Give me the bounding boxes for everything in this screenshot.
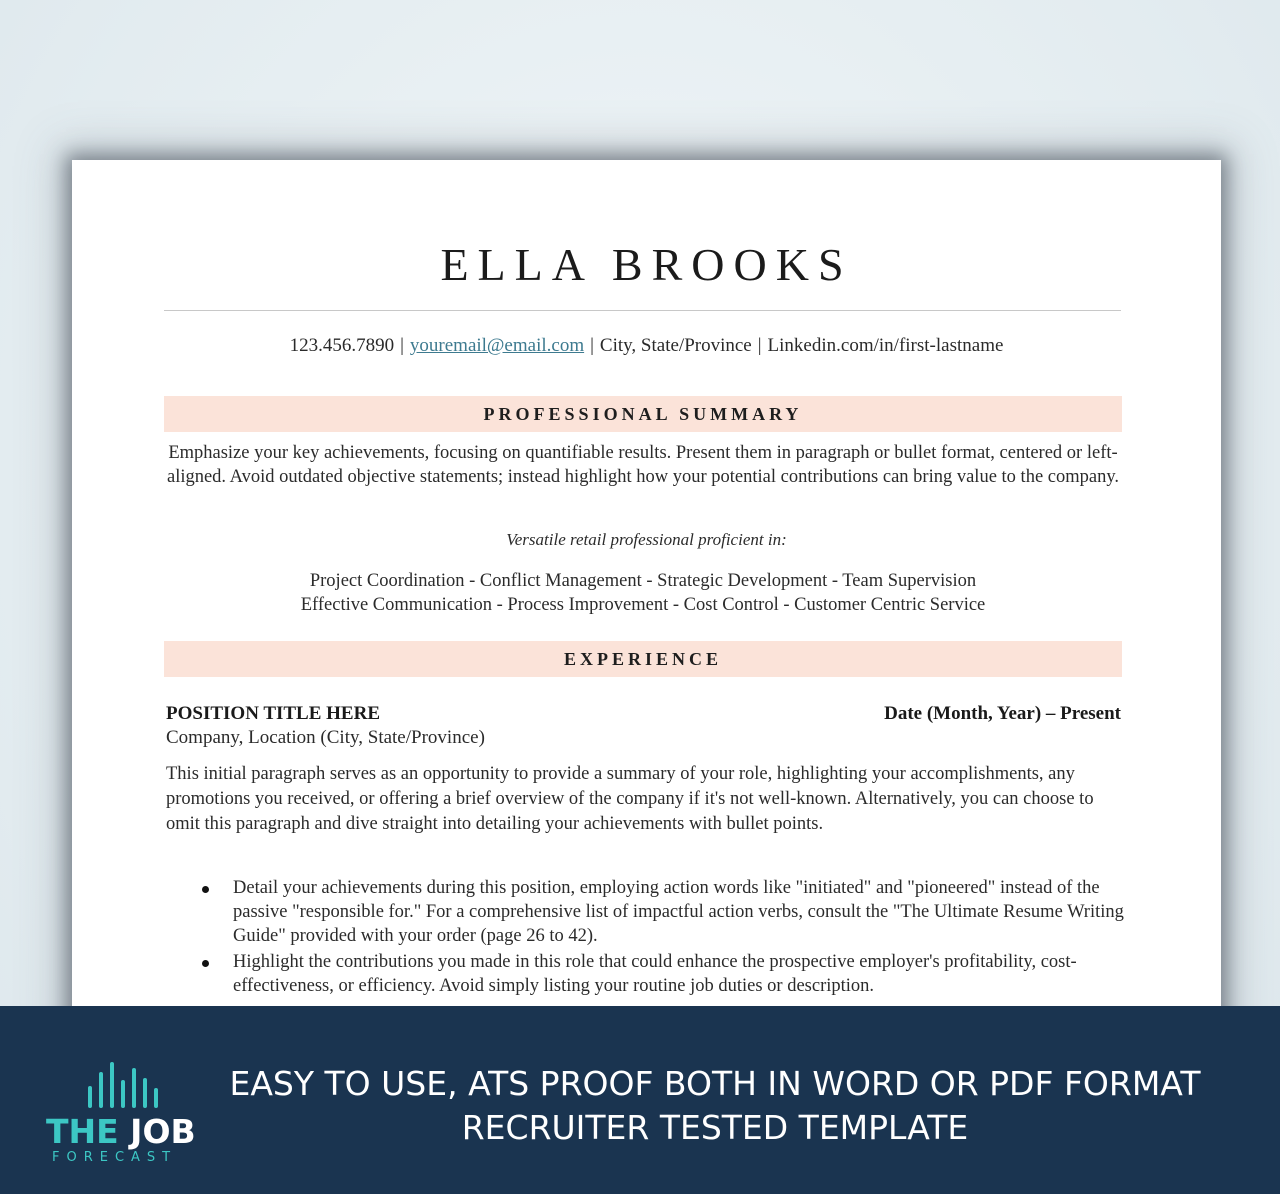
separator: |: [757, 335, 762, 356]
position-title: POSITION TITLE HERE: [166, 703, 381, 724]
equalizer-bars-icon: [88, 1062, 162, 1108]
list-item: [166, 950, 1126, 998]
promo-line-1: EASY TO USE, ATS PROOF BOTH IN WORD OR PDF FORMAT: [229, 1064, 1201, 1103]
brand-logo: [46, 1062, 206, 1165]
logo-wordmark: [46, 1112, 196, 1151]
summary-tagline: Versatile retail professional proficient in:: [506, 530, 787, 549]
contact-line: [72, 335, 1221, 357]
position-intro: This initial paragraph serves as an opportunity to provide a summary of your role, highlighting your accomplishments, any promotions you received, or offering a brief overview of the company if it's not well-known. Alternatively, you can choose to omit this paragraph and dive straight into detailing your achievements with bullet points.: [166, 764, 1094, 834]
contact-phone: 123.456.7890: [289, 335, 395, 356]
name-divider: [164, 310, 1121, 311]
position-date: Date (Month, Year) – Present: [884, 703, 1121, 724]
separator: |: [400, 335, 404, 356]
promo-line-2: RECRUITER TESTED TEMPLATE: [461, 1108, 969, 1147]
bullet-icon: [202, 960, 209, 967]
skills-list: [164, 569, 1122, 617]
contact-location: City, State/Province: [599, 335, 752, 356]
achievement-list: [166, 876, 1126, 1000]
experience-heading: EXPERIENCE: [164, 641, 1122, 677]
skills-line-2: Effective Communication - Process Improvement - Cost Control - Customer Centric Service: [300, 595, 986, 615]
skills-line-1: Project Coordination - Conflict Management - Strategic Development - Team Supervision: [309, 571, 977, 591]
logo-subtitle: FORECAST: [52, 1150, 178, 1165]
resume-name: ELLA BROOKS: [440, 239, 853, 290]
summary-heading: PROFESSIONAL SUMMARY: [164, 396, 1122, 432]
list-item: [166, 876, 1126, 948]
bullet-text: Detail your achievements during this position, employing action words like "initiated" and "pioneered" instead of the passive "responsible for." For a comprehensive list of impactful action verbs, consult the "The Ultimate Resume Writing Guide" provided with your order (page 26 to 42).: [233, 878, 1124, 946]
logo-job: JOB: [130, 1112, 196, 1151]
position-company: Company, Location (City, State/Province): [166, 727, 485, 748]
bullet-text: Highlight the contributions you made in this role that could enhance the prospective employer's profitability, cost-effectiveness, or efficiency. Avoid simply listing your routine job duties or description.: [233, 952, 1077, 996]
promo-banner: [0, 1006, 1280, 1194]
bullet-icon: [202, 886, 209, 893]
separator: |: [590, 335, 594, 356]
summary-body: Emphasize your key achievements, focusing on quantifiable results. Present them in paragraph or bullet format, centered or left-aligned. Avoid outdated objective statements; instead highlight how your potential contributions can bring value to the company.: [166, 443, 1120, 487]
resume-page: [72, 160, 1221, 1060]
contact-linkedin: Linkedin.com/in/first-lastname: [767, 335, 1004, 356]
logo-the: THE: [46, 1112, 119, 1151]
contact-email-link[interactable]: youremail@email.com: [409, 335, 585, 356]
promo-text: [210, 1062, 1220, 1150]
